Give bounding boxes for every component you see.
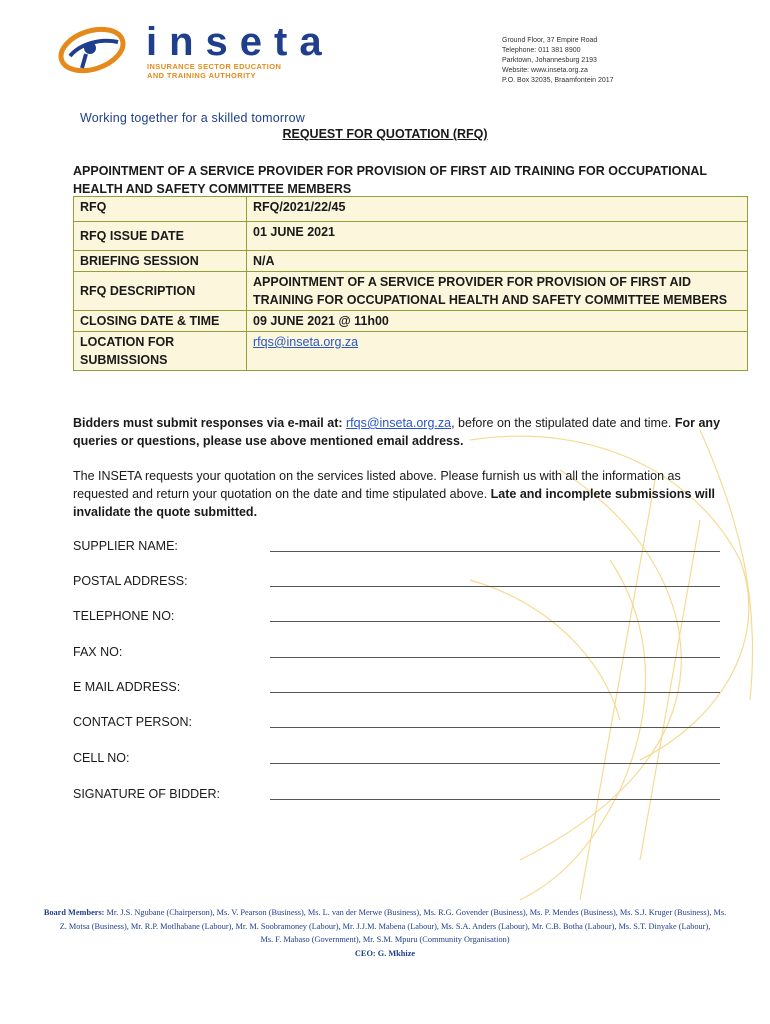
issue-date-value: 01 JUNE 2021 <box>247 222 748 251</box>
contact-person-field <box>73 715 723 735</box>
table-row <box>74 272 748 311</box>
address-line: Ground Floor, 37 Empire Road <box>502 37 598 44</box>
board-members-list: Mr. J.S. Ngubane (Chairperson), Ms. V. Pearson (Business), Ms. L. van der Merwe (Business), Ms. R.G. Govender (Business), Ms. P. Mendes (Business), Ms. S.J. Kruger (Business), Ms. Z. Motsa (Business), Mr. R.P. Motlhabane (Labour), Mr. M. Soobramoney (Labour), Mr. J.J.M. Mabena (Labour), Ms. S.A. Anders (Labour), Mr. C.B. Botha (Labour), Ms. S.T. Dinyake (Labour), <box>59 908 727 931</box>
supplier-name-field <box>73 539 723 559</box>
contact-address <box>502 36 614 86</box>
supplier-name-line[interactable] <box>270 551 720 552</box>
address-line: Telephone: 011 381 8900 <box>502 47 581 54</box>
location-email-link[interactable]: rfqs@inseta.org.za <box>253 335 359 349</box>
field-label: POSTAL ADDRESS: <box>73 574 188 588</box>
logo-subtitle-line-1: INSURANCE SECTOR EDUCATION <box>147 62 282 71</box>
postal-address-field <box>73 574 723 594</box>
field-label: E MAIL ADDRESS: <box>73 680 181 694</box>
telephone-line[interactable] <box>270 621 720 622</box>
table-row <box>74 197 748 222</box>
description-label: RFQ DESCRIPTION <box>74 272 247 311</box>
briefing-value: N/A <box>247 251 748 272</box>
field-label: SUPPLIER NAME: <box>73 539 178 553</box>
address-line: Website: www.inseta.org.za <box>502 67 588 74</box>
postal-address-line[interactable] <box>270 586 720 587</box>
board-members-label: Board Members: <box>43 908 105 917</box>
briefing-label: BRIEFING SESSION <box>74 251 247 272</box>
field-label: CELL NO: <box>73 751 130 765</box>
submission-instructions <box>73 414 723 450</box>
document-title: REQUEST FOR QUOTATION (RFQ) <box>282 127 488 141</box>
submission-email-link[interactable]: rfqs@inseta.org.za <box>346 416 452 430</box>
logo-subtitle <box>147 62 281 80</box>
table-row <box>74 311 748 332</box>
closing-value: 09 JUNE 2021 @ 11h00 <box>247 311 748 332</box>
fax-field <box>73 645 723 665</box>
contact-person-line[interactable] <box>270 727 720 728</box>
field-label: TELEPHONE NO: <box>73 609 175 623</box>
closing-label: CLOSING DATE & TIME <box>74 311 247 332</box>
tagline: Working together for a skilled tomorrow <box>80 111 306 125</box>
location-label: LOCATION FOR SUBMISSIONS <box>74 332 247 371</box>
board-members-line-2: Ms. F. Mabaso (Government), Mr. S.M. Mpuru (Community Organisation) <box>260 935 510 944</box>
field-label: SIGNATURE OF BIDDER: <box>73 787 221 801</box>
inseta-logo <box>56 20 334 86</box>
signature-field <box>73 787 723 807</box>
issue-date-label: RFQ ISSUE DATE <box>74 222 247 251</box>
ceo-name: CEO: G. Mkhize <box>354 948 416 958</box>
address-line: P.O. Box 32035, Braamfontein 2017 <box>502 77 614 84</box>
logo-subtitle-line-2: AND TRAINING AUTHORITY <box>147 71 256 80</box>
description-value: APPOINTMENT OF A SERVICE PROVIDER FOR PROVISION OF FIRST AID TRAINING FOR OCCUPATIONAL HEALTH AND SAFETY COMMITTEE MEMBERS <box>247 272 748 311</box>
fax-line[interactable] <box>270 657 720 658</box>
rfq-label: RFQ <box>74 197 247 222</box>
logo-wordmark: inseta <box>146 20 334 64</box>
instructions-bold-end: For any queries or questions, please use above mentioned email address. <box>73 416 721 448</box>
table-row <box>74 222 748 251</box>
cell-number-field <box>73 751 723 771</box>
address-line: Parktown, Johannesburg 2193 <box>502 57 597 64</box>
location-cell <box>247 332 748 371</box>
rfq-details-table <box>73 196 748 371</box>
table-row <box>74 332 748 371</box>
late-submission-warning: Late and incomplete submissions will invalidate the quote submitted. <box>73 487 716 519</box>
email-address-line[interactable] <box>270 692 720 693</box>
table-row <box>74 251 748 272</box>
quotation-request-text: The INSETA requests your quotation on the services listed above. Please furnish us with all the information as requested and return your quotation on the date and time stipulated above. <box>73 469 681 501</box>
email-address-field <box>73 680 723 700</box>
cell-number-line[interactable] <box>270 763 720 764</box>
board-members-text <box>40 906 730 933</box>
board-members-footer <box>40 906 730 960</box>
rfq-heading: APPOINTMENT OF A SERVICE PROVIDER FOR PROVISION OF FIRST AID TRAINING FOR OCCUPATIONAL HEALTH AND SAFETY COMMITTEE MEMBERS <box>73 164 707 196</box>
rfq-value: RFQ/2021/22/45 <box>247 197 748 222</box>
signature-line[interactable] <box>270 799 720 800</box>
instructions-bold-start: Bidders must submit responses via e-mail at: <box>73 416 346 430</box>
field-label: CONTACT PERSON: <box>73 715 192 729</box>
inseta-logo-icon <box>56 26 128 74</box>
telephone-field <box>73 609 723 629</box>
instructions-mid: , before on the stipulated date and time. <box>451 416 675 430</box>
quotation-request-paragraph <box>73 467 723 521</box>
field-label: FAX NO: <box>73 645 123 659</box>
